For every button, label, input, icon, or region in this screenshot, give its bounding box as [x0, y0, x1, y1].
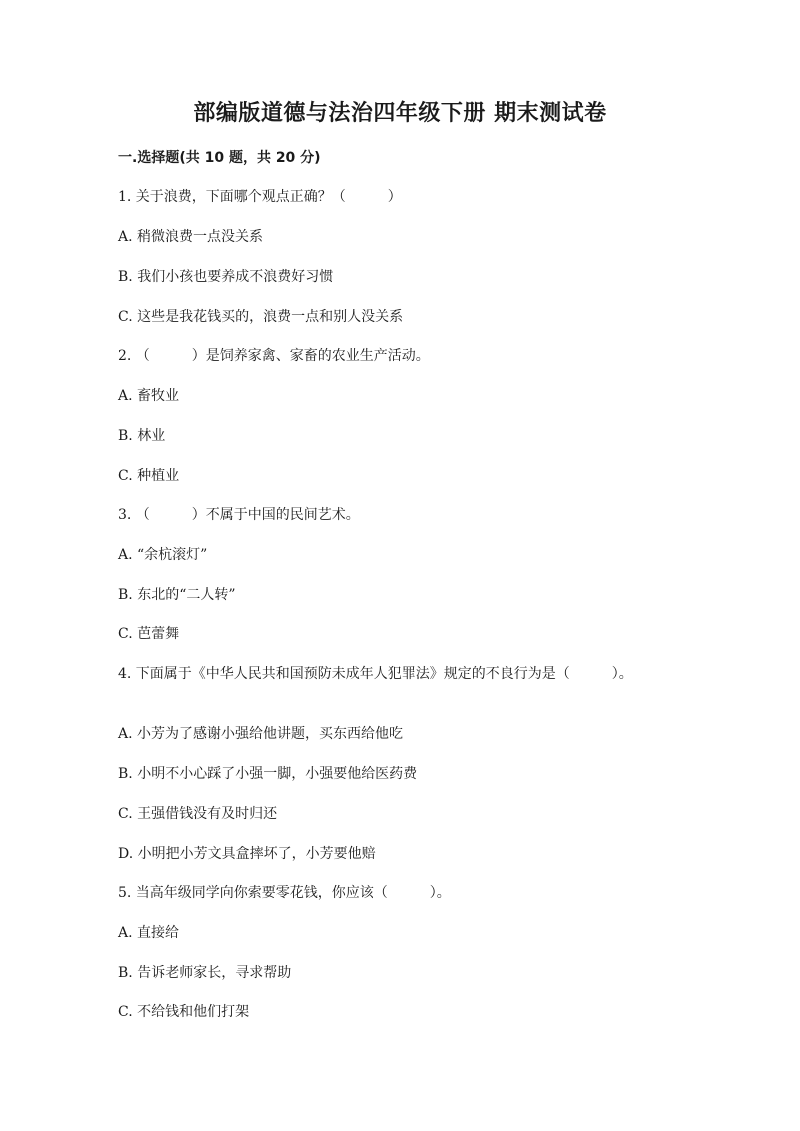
- document-title: 部编版道德与法治四年级下册 期末测试卷: [193, 101, 607, 126]
- question-3-stem: 3. （ ）不属于中国的民间艺术。: [118, 507, 360, 523]
- question-5-option-b: B. 告诉老师家长，寻求帮助: [118, 965, 292, 981]
- question-2-option-c: C. 种植业: [118, 468, 180, 484]
- question-3-option-b: B. 东北的“二人转”: [118, 587, 236, 603]
- question-4-stem: 4. 下面属于《中华人民共和国预防未成年人犯罪法》规定的不良行为是（ ）。: [118, 666, 633, 682]
- question-1-option-c: C. 这些是我花钱买的，浪费一点和别人没关系: [118, 309, 404, 325]
- question-1-option-a: A. 稍微浪费一点没关系: [118, 229, 264, 245]
- section-title: 一.选择题(共 10 题，共 20 分): [118, 150, 321, 166]
- question-4-option-d: D. 小明把小芳文具盒摔坏了，小芳要他赔: [118, 846, 376, 862]
- question-5-option-a: A. 直接给: [118, 925, 180, 941]
- question-3-option-a: A. “余杭滚灯”: [118, 547, 208, 563]
- question-3-option-c: C. 芭蕾舞: [118, 626, 180, 642]
- question-1-stem: 1. 关于浪费，下面哪个观点正确？（ ）: [118, 189, 402, 205]
- question-1-option-b: B. 我们小孩也要养成不浪费好习惯: [118, 269, 334, 285]
- question-5-option-c: C. 不给钱和他们打架: [118, 1004, 250, 1020]
- question-2-stem: 2. （ ）是饲养家禽、家畜的农业生产活动。: [118, 348, 430, 364]
- question-5-stem: 5. 当高年级同学向你索要零花钱，你应该（ ）。: [118, 885, 451, 901]
- question-4-option-c: C. 王强借钱没有及时归还: [118, 806, 278, 822]
- question-4-option-a: A. 小芳为了感谢小强给他讲题，买东西给他吃: [118, 726, 404, 742]
- question-2-option-b: B. 林业: [118, 428, 166, 444]
- question-4-option-b: B. 小明不小心踩了小强一脚，小强要他给医药费: [118, 766, 418, 782]
- question-2-option-a: A. 畜牧业: [118, 388, 180, 404]
